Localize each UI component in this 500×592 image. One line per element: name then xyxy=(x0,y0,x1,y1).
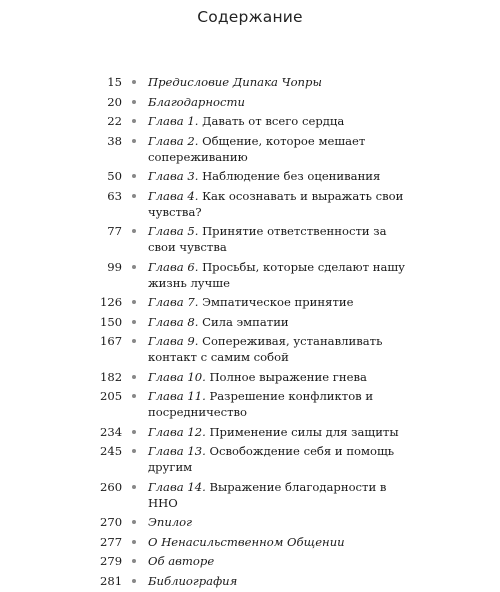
toc-page-number: 167 xyxy=(100,334,123,348)
chapter-label: Глава 2. xyxy=(148,133,199,148)
toc-title: Сила эмпатии xyxy=(198,314,289,329)
bullet-icon xyxy=(132,485,136,489)
bullet-icon xyxy=(132,559,136,563)
chapter-label: Глава 1. xyxy=(148,114,199,128)
toc-title: Эмпатическое принятие xyxy=(198,295,354,309)
toc-entry xyxy=(0,388,500,420)
toc-page-number: 182 xyxy=(100,369,123,384)
toc-page-number: 15 xyxy=(107,75,122,89)
table-of-contents xyxy=(0,74,500,592)
bullet-icon xyxy=(132,449,136,453)
toc-entry xyxy=(0,223,500,255)
toc-title: Эпилог xyxy=(148,515,193,529)
chapter-label: Глава 6. xyxy=(148,259,199,274)
chapter-label: Глава 8. xyxy=(148,314,199,329)
toc-entry xyxy=(0,573,500,589)
toc-entry xyxy=(0,133,500,165)
bullet-icon xyxy=(132,520,136,524)
bullet-icon xyxy=(132,119,136,123)
toc-entry xyxy=(0,113,500,129)
toc-page-number: 38 xyxy=(107,133,122,148)
toc-entry xyxy=(0,168,500,184)
toc-page-number: 22 xyxy=(107,114,122,128)
toc-entry xyxy=(0,74,500,90)
toc-page-number: 279 xyxy=(100,554,123,568)
bullet-icon xyxy=(132,394,136,398)
toc-entry xyxy=(0,314,500,330)
toc-title: Как осознавать и выражать свои чувства? xyxy=(148,188,404,219)
toc-title: Выражение благодарности в ННО xyxy=(148,479,387,510)
bullet-icon xyxy=(132,579,136,583)
toc-entry xyxy=(0,369,500,385)
chapter-label: Глава 13. xyxy=(148,444,206,458)
toc-entry xyxy=(0,424,500,440)
chapter-label: Глава 14. xyxy=(148,479,206,494)
toc-title: Освобождение себя и помощь другим xyxy=(148,444,395,474)
toc-entry xyxy=(0,553,500,569)
toc-page-number: 99 xyxy=(107,259,122,274)
toc-entry xyxy=(0,443,500,475)
chapter-label: Глава 9. xyxy=(148,334,199,348)
page-title: Содержание xyxy=(197,8,303,26)
toc-title: О Ненасильственном Общении xyxy=(148,534,345,549)
toc-entry xyxy=(0,514,500,530)
toc-entry xyxy=(0,94,500,110)
toc-title: Благодарности xyxy=(148,94,245,109)
bullet-icon xyxy=(132,320,136,324)
bullet-icon xyxy=(132,80,136,84)
toc-entry xyxy=(0,188,500,220)
bullet-icon xyxy=(132,339,136,343)
toc-title: Сопереживая, устанавливать контакт с самим собой xyxy=(148,334,383,364)
toc-entry xyxy=(0,479,500,511)
toc-page-number: 281 xyxy=(100,573,123,588)
toc-title: Наблюдение без оценивания xyxy=(198,169,381,183)
toc-title: Об авторе xyxy=(148,554,215,568)
toc-page-number: 234 xyxy=(100,424,123,439)
chapter-label: Глава 4. xyxy=(148,188,199,203)
toc-page-number: 20 xyxy=(107,94,122,109)
chapter-label: Глава 7. xyxy=(148,295,199,309)
bullet-icon xyxy=(132,265,136,269)
toc-title: Библиография xyxy=(148,573,238,588)
toc-page-number: 205 xyxy=(100,389,123,403)
toc-title: Предисловие Дипака Чопры xyxy=(148,75,322,89)
bullet-icon xyxy=(132,375,136,379)
toc-page-number: 63 xyxy=(107,188,122,203)
chapter-label: Глава 11. xyxy=(148,389,206,403)
chapter-label: Глава 10. xyxy=(148,369,206,384)
toc-title: Разрешение конфликтов и посредничество xyxy=(148,389,374,419)
chapter-label: Глава 3. xyxy=(148,169,199,183)
toc-title: Полное выражение гнева xyxy=(205,369,367,384)
bullet-icon xyxy=(132,229,136,233)
toc-entry xyxy=(0,534,500,550)
chapter-label: Глава 12. xyxy=(148,424,206,439)
toc-page-number: 260 xyxy=(100,479,123,494)
toc-entry xyxy=(0,259,500,291)
toc-entry xyxy=(0,333,500,365)
toc-entry xyxy=(0,294,500,310)
toc-page-number: 277 xyxy=(100,534,123,549)
bullet-icon xyxy=(132,540,136,544)
bullet-icon xyxy=(132,194,136,198)
toc-page-number: 270 xyxy=(100,515,123,529)
toc-page-number: 245 xyxy=(100,444,123,458)
toc-title: Просьбы, которые сделают нашу жизнь лучше xyxy=(148,259,405,290)
toc-title: Общение, которое мешает сопереживанию xyxy=(148,133,366,164)
chapter-label: Глава 5. xyxy=(148,224,199,238)
toc-page-number: 77 xyxy=(107,224,122,238)
toc-title: Принятие ответственности за свои чувства xyxy=(148,224,387,254)
bullet-icon xyxy=(132,300,136,304)
toc-page-number: 150 xyxy=(100,314,123,329)
toc-title: Применение силы для защиты xyxy=(205,424,399,439)
bullet-icon xyxy=(132,139,136,143)
bullet-icon xyxy=(132,174,136,178)
bullet-icon xyxy=(132,100,136,104)
toc-page-number: 126 xyxy=(100,295,123,309)
bullet-icon xyxy=(132,430,136,434)
toc-page-number: 50 xyxy=(107,169,122,183)
toc-title: Давать от всего сердца xyxy=(198,114,345,128)
